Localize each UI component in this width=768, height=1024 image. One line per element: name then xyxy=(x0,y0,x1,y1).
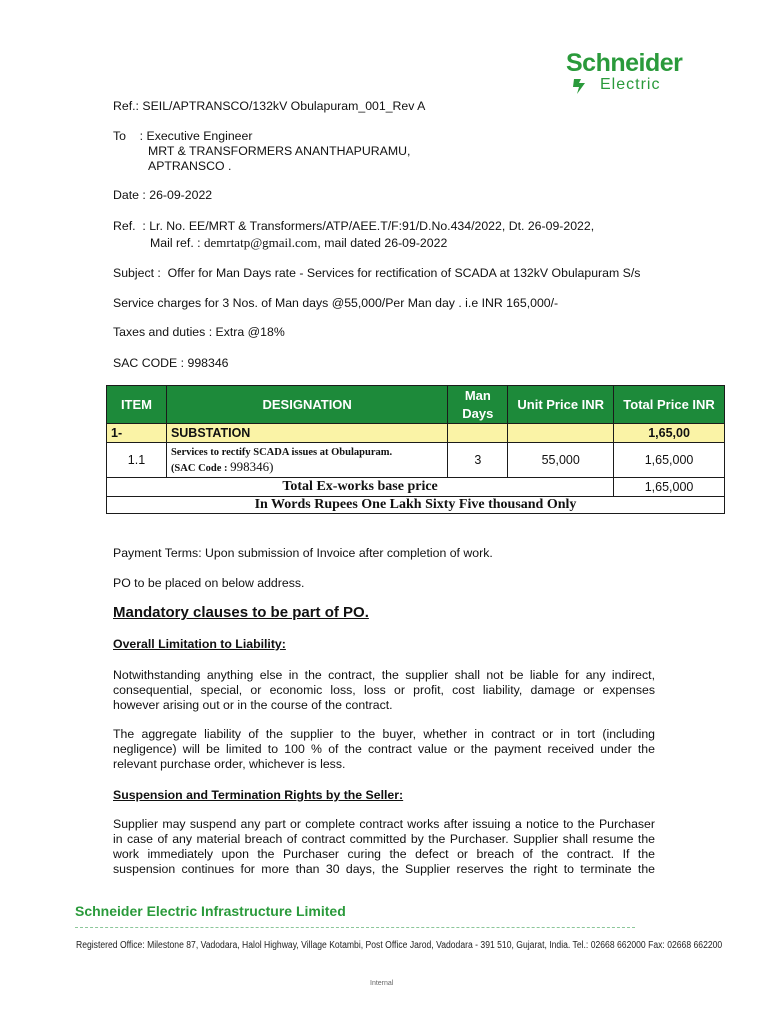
price-table xyxy=(106,385,725,514)
schneider-logo xyxy=(566,50,706,100)
po-address-note: PO to be placed on below address. xyxy=(113,576,305,590)
to-line: To : Executive Engineer xyxy=(113,129,253,143)
reference-line: Ref.: SEIL/APTRANSCO/132kV Obulapuram_001_Rev A xyxy=(113,99,426,113)
taxes-line: Taxes and duties : Extra @18% xyxy=(113,325,285,339)
paragraph-line: The aggregate liability of the supplier to the buyer, whether in contract or in tort (including xyxy=(113,727,655,741)
row-sac-label: (SAC Code : xyxy=(170,463,231,474)
section-man-days xyxy=(448,424,508,443)
letter-date: Date : 26-09-2022 xyxy=(113,188,213,202)
table-row xyxy=(107,443,725,478)
paragraph-line: consequential, special, or economic loss, loss or profit, cost liability, damage or expenses xyxy=(113,683,655,697)
section-total: 1,65,00 xyxy=(614,424,725,443)
suspension-heading: Suspension and Termination Rights by the Seller: xyxy=(113,788,404,802)
header-item: ITEM xyxy=(107,386,167,424)
paragraph-line: work immediately upon the Purchaser curing the defect or breach of the contract. If the xyxy=(113,847,655,861)
row-designation xyxy=(166,443,447,478)
mandatory-clauses-heading: Mandatory clauses to be part of PO. xyxy=(113,604,369,621)
row-unit-price: 55,000 xyxy=(508,443,614,478)
liability-paragraph-1 xyxy=(113,668,655,713)
header-man-days-line2: Days xyxy=(462,405,494,421)
suspension-paragraph xyxy=(113,817,655,877)
table-header-row xyxy=(107,386,725,424)
header-designation: DESIGNATION xyxy=(166,386,447,424)
paragraph-line: Notwithstanding anything else in the contract, the supplier shall not be liable for any indirect, xyxy=(113,668,655,682)
section-row xyxy=(107,424,725,443)
mail-date: , mail dated 26-09-2022 xyxy=(317,236,448,250)
row-total: 1,65,000 xyxy=(614,443,725,478)
payment-terms: Payment Terms: Upon submission of Invoice after completion of work. xyxy=(113,546,493,560)
total-label: Total Ex-works base price xyxy=(107,478,614,497)
paragraph-line: Supplier may suspend any part or complete contract works after issuing a notice to the Purchaser xyxy=(113,817,655,831)
to-department: MRT & TRANSFORMERS ANANTHAPURAMU, xyxy=(148,144,411,158)
row-item: 1.1 xyxy=(107,443,167,478)
liability-paragraph-2 xyxy=(113,727,655,772)
mail-reference xyxy=(150,235,447,251)
section-unit-price xyxy=(508,424,614,443)
paragraph-line: in case of any material breach of contract committed by the Purchaser. Supplier shall resume the xyxy=(113,832,655,846)
header-unit-price: Unit Price INR xyxy=(508,386,614,424)
header-total-price: Total Price INR xyxy=(614,386,725,424)
header-man-days xyxy=(448,386,508,424)
amount-in-words: In Words Rupees One Lakh Sixty Five thousand Only xyxy=(107,497,725,514)
subject-line: Subject : Offer for Man Days rate - Services for rectification of SCADA at 132kV Obulapuram S/s xyxy=(113,266,641,280)
liability-heading: Overall Limitation to Liability: xyxy=(113,637,286,651)
logo-wordmark-bottom: Electric xyxy=(600,76,661,93)
section-designation: SUBSTATION xyxy=(166,424,447,443)
sac-code: SAC CODE : 998346 xyxy=(113,356,229,370)
footer-registered-office: Registered Office: Milestone 87, Vadodara, Halol Highway, Village Kotambi, Post Office Jarod, Vadodara - 391 510, Gujarat, India. Tel.: 02668 662000 Fax: 02668 662200 xyxy=(76,940,723,951)
paragraph-line: negligence) will be limited to 100 % of the contract value or the payment received under the xyxy=(113,742,655,756)
row-designation-text: Services to rectify SCADA issues at Obulapuram. xyxy=(170,447,393,458)
footer-company-name: Schneider Electric Infrastructure Limited xyxy=(75,903,346,919)
row-man-days: 3 xyxy=(448,443,508,478)
amount-in-words-row xyxy=(107,497,725,514)
paragraph-line: relevant purchase order, whichever is less. xyxy=(113,757,346,771)
paragraph-line: however arising out or in the course of the contract. xyxy=(113,698,393,712)
logo-wordmark-top: Schneider xyxy=(566,49,683,77)
mail-address: demrtatp@gmail.com xyxy=(203,235,318,250)
total-value: 1,65,000 xyxy=(614,478,725,497)
to-organization: APTRANSCO . xyxy=(148,159,232,173)
service-charges: Service charges for 3 Nos. of Man days @55,000/Per Man day . i.e INR 165,000/- xyxy=(113,296,559,310)
letter-reference: Ref. : Lr. No. EE/MRT & Transformers/ATP/AEE.T/F:91/D.No.434/2022, Dt. 26-09-2022, xyxy=(113,219,595,233)
mail-ref-label: Mail ref. : xyxy=(150,236,204,250)
classification-label: Internal xyxy=(370,980,394,987)
footer-divider xyxy=(75,927,635,928)
header-man-days-line1: Man xyxy=(464,387,491,403)
row-sac-value: 998346) xyxy=(230,459,274,474)
schneider-mark-icon xyxy=(569,76,595,96)
paragraph-line: suspension continues for more than 30 days, the Supplier reserves the right to terminate the xyxy=(113,862,655,876)
total-row xyxy=(107,478,725,497)
section-item: 1- xyxy=(107,424,167,443)
